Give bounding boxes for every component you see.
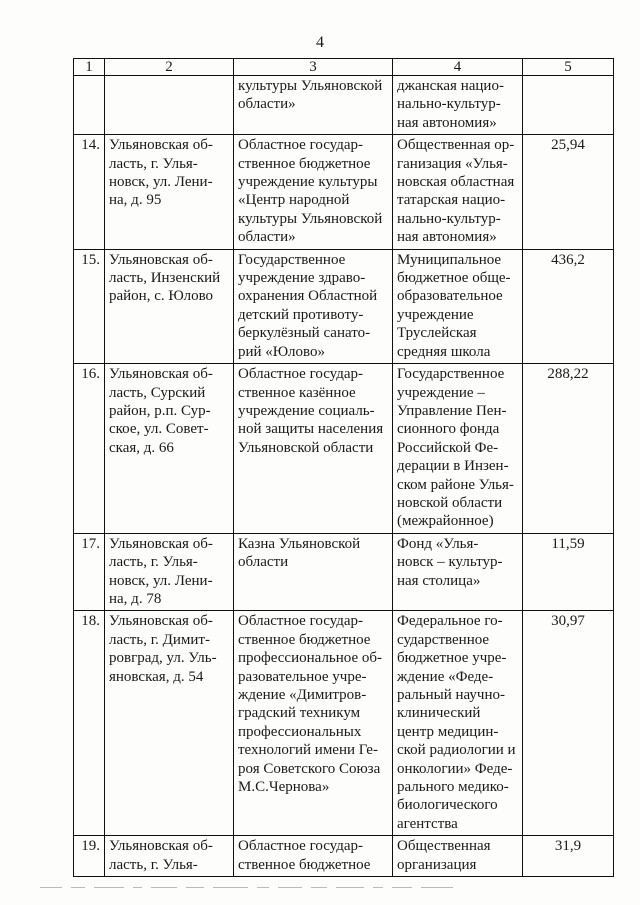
- cell-line: биологического: [397, 797, 498, 814]
- cell-line: Областное государ-: [238, 838, 364, 855]
- address-cell: [105, 76, 234, 135]
- row-number-cell: [74, 76, 105, 135]
- cell-line: ласть, Инзенский: [109, 270, 221, 287]
- cell-line: рального медико-: [397, 779, 509, 796]
- cell-line: Российской Фе-: [397, 439, 499, 456]
- cell-line: ная автономия»: [397, 114, 497, 131]
- table-body: [74, 59, 614, 877]
- cell-line: ровград, ул. Уль-: [109, 650, 217, 667]
- cell-line: онкологии» Феде-: [397, 760, 513, 777]
- cell-line: градский техникум: [238, 705, 361, 722]
- column-number: 5: [523, 59, 614, 76]
- row-number-cell: 18.: [74, 611, 105, 836]
- cell-line: ское, ул. Совет-: [109, 421, 209, 438]
- cell-line: агентства: [397, 815, 458, 832]
- cell-line: Муниципальное: [397, 251, 502, 268]
- recipient-cell: [393, 611, 523, 836]
- recipient-cell: [393, 364, 523, 534]
- cell-line: организация: [397, 856, 477, 873]
- cell-line: нально-культур-: [397, 210, 501, 227]
- cell-line: район, с. Юлово: [109, 288, 214, 305]
- cell-line: ласть, г. Улья-: [109, 155, 198, 172]
- cell-line: ласть, г. Улья-: [109, 856, 198, 873]
- cell-line: бюджетное учре-: [397, 650, 507, 667]
- recipient-cell: [393, 76, 523, 135]
- cell-line: ласть, г. Улья-: [109, 554, 198, 571]
- area-cell: 31,9: [523, 836, 614, 877]
- cell-line: Ульяновская об-: [109, 137, 213, 154]
- row-number-cell: 15.: [74, 249, 105, 363]
- cell-line: средняя школа: [397, 343, 491, 360]
- table-row: [74, 611, 614, 836]
- cell-line: на, д. 95: [109, 192, 162, 209]
- cell-line: охранения Областной: [238, 288, 378, 305]
- cell-line: ственное бюджетное: [238, 631, 371, 648]
- cell-line: ственное бюджетное: [238, 155, 371, 172]
- cell-line: ная автономия»: [397, 229, 497, 246]
- cell-line: ственное казённое: [238, 384, 356, 401]
- cell-line: Фонд «Улья-: [397, 535, 479, 552]
- cell-line: Областное государ-: [238, 366, 364, 383]
- cell-line: рий «Юлово»: [238, 343, 325, 360]
- cell-line: беркулёзный санато-: [238, 325, 371, 342]
- cell-line: Общественная ор-: [397, 137, 515, 154]
- address-cell: [105, 135, 234, 249]
- area-cell: 25,94: [523, 135, 614, 249]
- cell-line: дерации в Инзен-: [397, 458, 509, 475]
- area-cell: 288,22: [523, 364, 614, 534]
- column-number: 2: [105, 59, 234, 76]
- cell-line: сударственное: [397, 631, 490, 648]
- cell-line: Управление Пен-: [397, 402, 507, 419]
- cell-line: культуры Ульяновской: [238, 78, 383, 94]
- row-number-cell: 19.: [74, 836, 105, 877]
- table-row: [74, 135, 614, 249]
- area-cell: [523, 76, 614, 135]
- recipient-cell: [393, 135, 523, 249]
- cell-line: новская областная: [397, 174, 515, 191]
- column-number: 1: [74, 59, 105, 76]
- cell-line: ждение «Феде-: [397, 668, 494, 685]
- row-number-cell: 16.: [74, 364, 105, 534]
- row-number-cell: 17.: [74, 533, 105, 611]
- cell-line: Областное госудap-: [238, 137, 364, 154]
- cell-line: детский противоту-: [238, 306, 364, 323]
- holder-cell: [234, 135, 393, 249]
- cell-line: Ульяновская об-: [109, 613, 213, 630]
- cell-line: клинический: [397, 705, 481, 722]
- cell-line: профессиональных: [238, 723, 362, 740]
- cell-line: район, р.п. Сур-: [109, 402, 211, 419]
- area-cell: 30,97: [523, 611, 614, 836]
- cell-line: Государственное: [238, 251, 346, 268]
- cell-line: новской области: [397, 494, 503, 511]
- cell-line: новск, ул. Лени-: [109, 174, 213, 191]
- cell-line: учреждение социаль-: [238, 402, 375, 419]
- recipient-cell: [393, 836, 523, 877]
- scan-edge-marks: [40, 887, 600, 891]
- cell-line: Общественная: [397, 838, 491, 855]
- holder-cell: [234, 611, 393, 836]
- cell-line: нально-культур-: [397, 96, 501, 113]
- cell-line: технологий имени Ге-: [238, 742, 378, 759]
- holder-cell: [234, 533, 393, 611]
- cell-line: на, д. 78: [109, 590, 162, 607]
- cell-line: татарская нацио-: [397, 192, 506, 209]
- cell-line: «Центр народной: [238, 192, 350, 209]
- cell-line: ской радиологии и: [397, 742, 516, 759]
- cell-line: Ульяновской области: [238, 439, 374, 456]
- row-number-cell: 14.: [74, 135, 105, 249]
- cell-line: ной защиты населения: [238, 421, 384, 438]
- cell-line: ганизация «Улья-: [397, 155, 508, 172]
- column-number: 4: [393, 59, 523, 76]
- holder-cell: [234, 364, 393, 534]
- table-row: [74, 76, 614, 135]
- area-cell: 436,2: [523, 249, 614, 363]
- cell-line: Государственное: [397, 366, 505, 383]
- cell-line: ственное бюджетное: [238, 856, 371, 873]
- holder-cell: [234, 249, 393, 363]
- recipient-cell: [393, 533, 523, 611]
- cell-line: яновская, д. 54: [109, 668, 204, 685]
- cell-line: Ульяновская об-: [109, 366, 213, 383]
- holder-cell: [234, 76, 393, 135]
- cell-line: области: [238, 554, 289, 571]
- cell-line: сионного фонда: [397, 421, 500, 438]
- table-row: [74, 836, 614, 877]
- cell-line: центр медицин-: [397, 723, 499, 740]
- table-row: [74, 533, 614, 611]
- table-row: [74, 249, 614, 363]
- cell-line: ласть, г. Димит-: [109, 631, 210, 648]
- cell-line: области»: [238, 229, 296, 246]
- cell-line: учреждение здраво-: [238, 270, 366, 287]
- column-number-row: [74, 59, 614, 76]
- cell-line: новск, ул. Лени-: [109, 572, 213, 589]
- cell-line: Федеральное го-: [397, 613, 503, 630]
- cell-line: разовательное учре-: [238, 668, 367, 685]
- cell-line: Областное государ-: [238, 613, 364, 630]
- area-cell: 11,59: [523, 533, 614, 611]
- cell-line: области»: [238, 96, 296, 113]
- cell-line: новск – культур-: [397, 554, 503, 571]
- cell-line: ском районе Улья-: [397, 476, 514, 493]
- cell-line: ласть, Сурский: [109, 384, 206, 401]
- page-number: 4: [316, 34, 324, 51]
- cell-line: (межрайонное): [397, 513, 494, 530]
- cell-line: Ульяновская об-: [109, 838, 213, 855]
- cell-line: ждение «Димитров-: [238, 687, 367, 703]
- address-cell: [105, 533, 234, 611]
- address-cell: [105, 611, 234, 836]
- address-cell: [105, 249, 234, 363]
- cell-line: Казна Ульяновской: [238, 535, 361, 552]
- cell-line: учреждение культуры: [238, 174, 378, 191]
- property-table: [73, 58, 614, 877]
- table-row: [74, 364, 614, 534]
- cell-line: роя Советского Союза: [238, 760, 381, 777]
- recipient-cell: [393, 249, 523, 363]
- column-number: 3: [234, 59, 393, 76]
- cell-line: учреждение: [397, 306, 474, 323]
- cell-line: М.С.Чернова»: [238, 779, 330, 796]
- cell-line: Ульяновская об-: [109, 535, 213, 552]
- holder-cell: [234, 836, 393, 877]
- address-cell: [105, 836, 234, 877]
- cell-line: ская, д. 66: [109, 439, 174, 456]
- cell-line: ральный научно-: [397, 687, 505, 703]
- cell-line: образовательное: [397, 288, 503, 305]
- cell-line: профессиональное об-: [238, 650, 383, 667]
- cell-line: джанская нацио-: [397, 78, 504, 94]
- address-cell: [105, 364, 234, 534]
- cell-line: ная столица»: [397, 572, 481, 589]
- cell-line: учреждение –: [397, 384, 485, 401]
- cell-line: бюджетное обще-: [397, 270, 511, 287]
- cell-line: культуры Ульяновской: [238, 210, 383, 227]
- cell-line: Труслейская: [397, 325, 477, 342]
- cell-line: Ульяновская об-: [109, 251, 213, 268]
